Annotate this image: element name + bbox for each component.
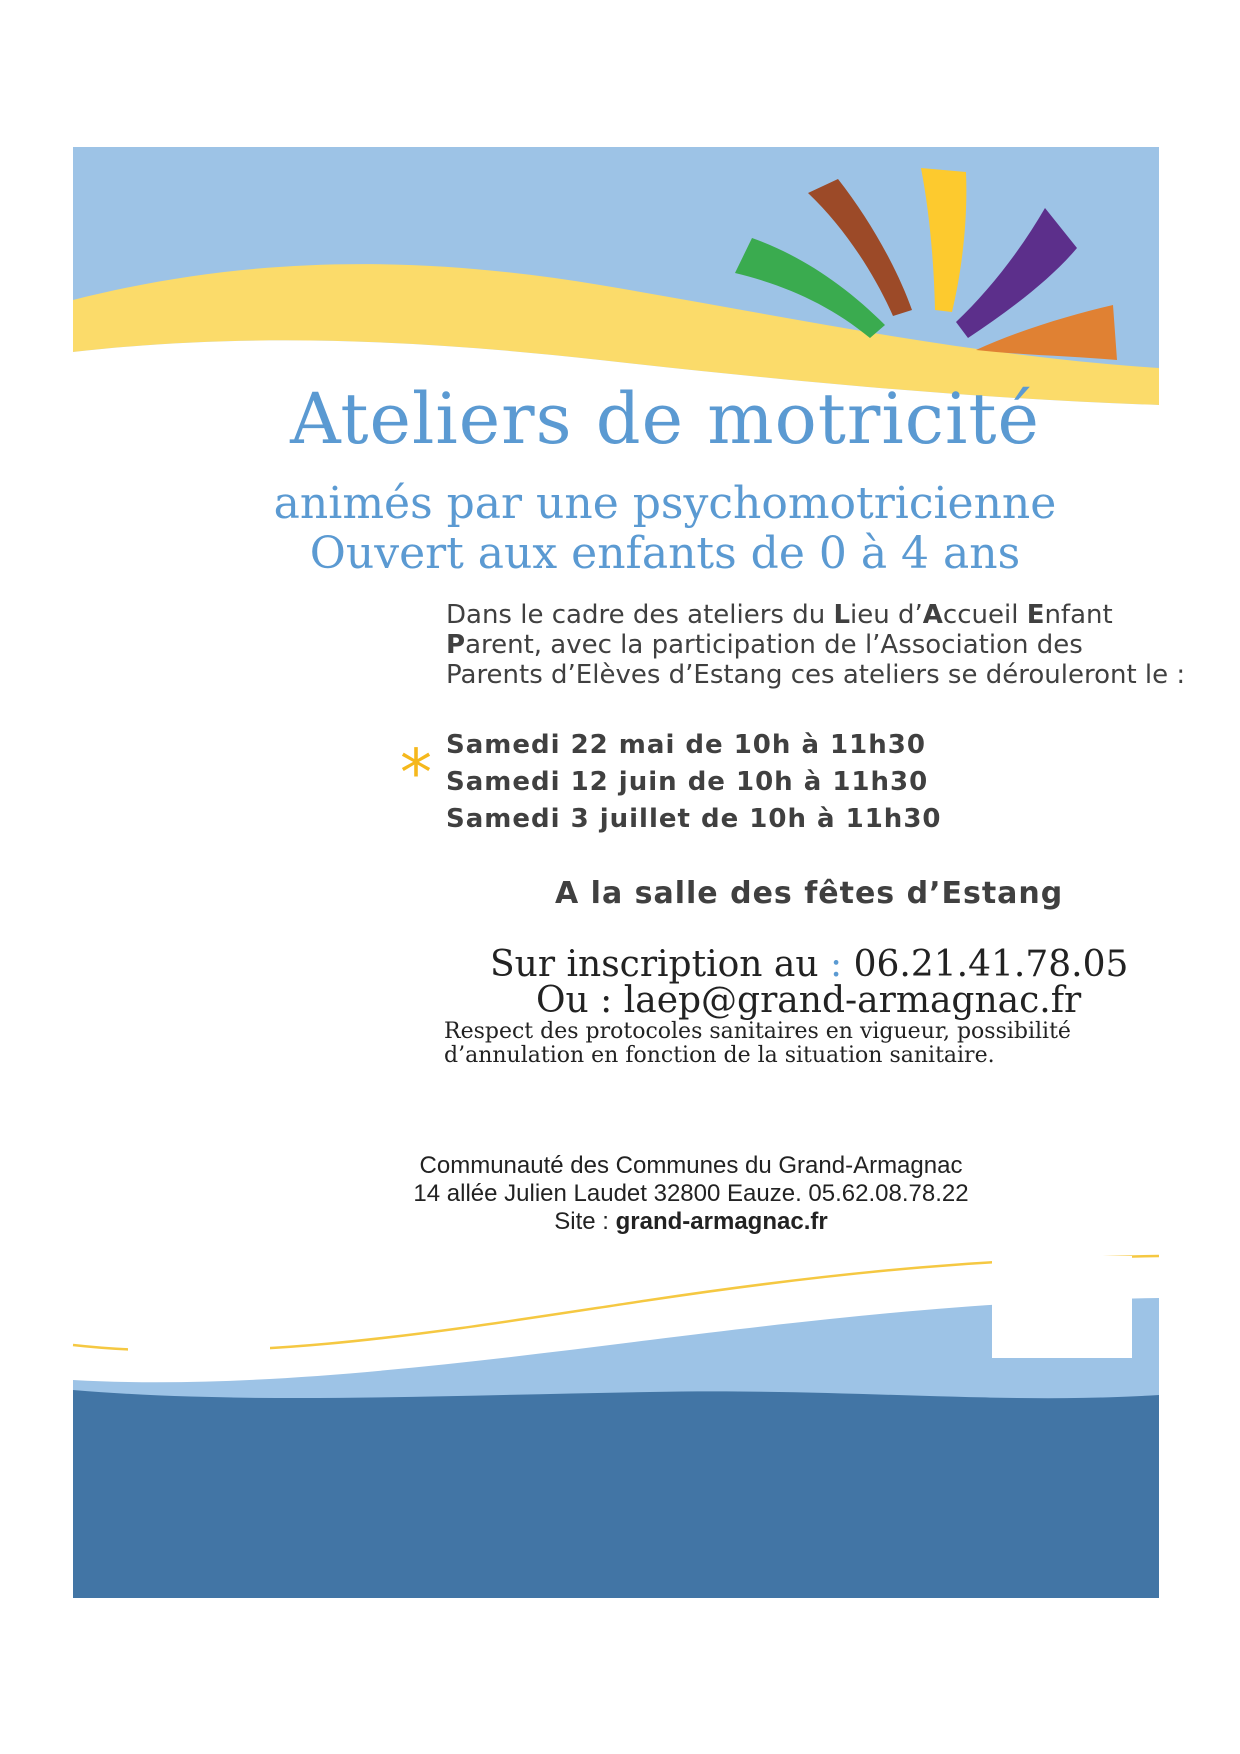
- venue-text: A la salle des fêtes d’Estang: [555, 876, 1064, 911]
- phone-colon: :: [829, 944, 843, 985]
- subtitle-facilitator: animés par une psychomotricienne: [273, 478, 1057, 529]
- white-cutout-right: [992, 1256, 1132, 1358]
- registration-phone: [490, 944, 1128, 985]
- intro-text: Dans le cadre des ateliers du: [446, 600, 834, 630]
- sanitary-notice: Respect des protocoles sanitaires en vigueur, possibilité d’annulation en fonction de la situation sanitaire.: [444, 1019, 1071, 1068]
- page-title: Ateliers de motricité: [290, 378, 1040, 460]
- thin-yellow-line: [73, 1256, 1159, 1351]
- phone-number: 06.21.41.78.05: [842, 944, 1129, 985]
- intro-initial-l: L: [833, 600, 851, 630]
- date-item: Samedi 3 juillet de 10h à 11h30: [446, 804, 942, 834]
- top-banner-graphic: [0, 0, 1240, 440]
- date-item: Samedi 22 mai de 10h à 11h30: [446, 730, 926, 760]
- intro-paragraph: [446, 600, 1186, 690]
- subtitle-age-range: Ouvert aux enfants de 0 à 4 ans: [309, 528, 1021, 579]
- deep-blue-wave: [73, 1390, 1159, 1598]
- intro-text: ccueil: [942, 600, 1027, 630]
- white-cutout-left: [128, 1340, 270, 1374]
- registration-email: Ou : laep@grand-armagnac.fr: [536, 980, 1082, 1021]
- intro-initial-a: A: [922, 600, 943, 630]
- intro-text: nfant: [1044, 600, 1113, 630]
- phone-prefix: Sur inscription au: [490, 944, 830, 985]
- footer-site-link: grand-armagnac.fr: [615, 1208, 828, 1235]
- footer-site-label: Site :: [554, 1208, 616, 1235]
- intro-text: ieu d’: [850, 600, 923, 630]
- intro-text: arent, avec la participation de l’Association des Parents d’Elèves d’Estang ces ateliers se dérouleront le :: [446, 630, 1186, 690]
- footer-address: 14 allée Julien Laudet 32800 Eauze. 05.62.08.78.22: [413, 1180, 969, 1207]
- date-item: Samedi 12 juin de 10h à 11h30: [446, 767, 929, 797]
- light-blue-wave: [73, 1298, 1159, 1420]
- intro-initial-e: E: [1026, 600, 1045, 630]
- intro-initial-p: P: [446, 630, 466, 660]
- asterisk-icon: *: [400, 737, 432, 811]
- footer-site: [236, 1208, 1146, 1236]
- footer-organization: Communauté des Communes du Grand-Armagnac: [419, 1152, 963, 1179]
